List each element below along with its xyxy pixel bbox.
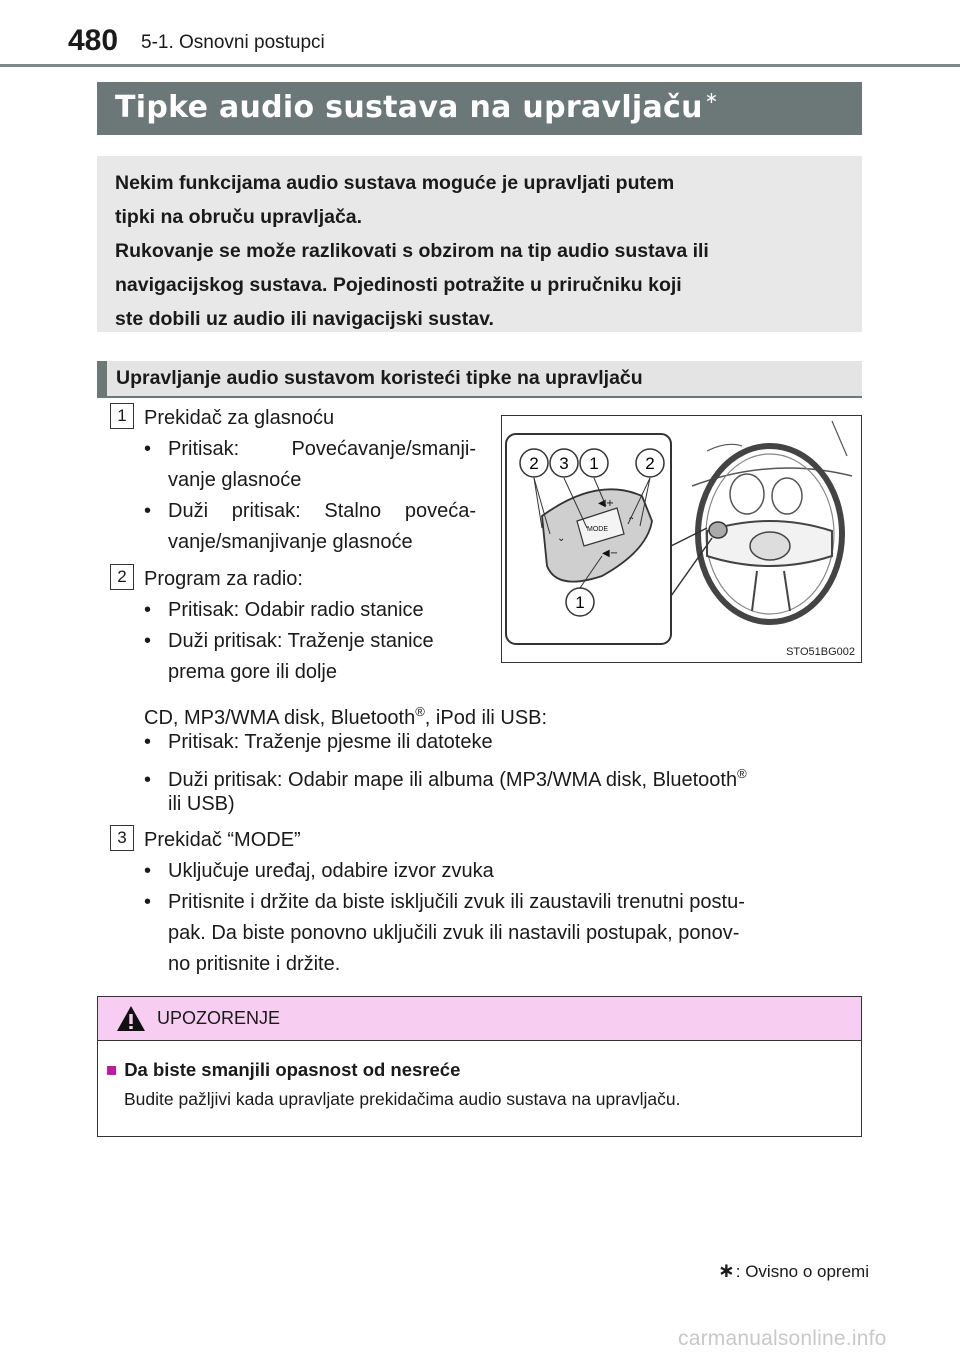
item-2-bullet-2: • Duži pritisak: Traženje stanice — [144, 630, 434, 652]
item-text: Uključuje uređaj, odabire izvor zvuka — [168, 860, 494, 882]
item-text: Povećavanje/smanji- — [291, 438, 476, 460]
item-text: Duži pritisak: Traženje stanice — [168, 630, 434, 652]
item-2-bullet-1: • Pritisak: Odabir radio stanice — [144, 599, 424, 621]
page-title — [97, 82, 862, 135]
footnote — [718, 1258, 869, 1283]
steering-wheel-figure — [501, 415, 862, 663]
item-3-bullet-2-cont: pak. Da biste ponovno uključili zvuk ili nastavili postupak, ponov- — [168, 922, 740, 944]
intro-line-5: ste dobili uz audio ili navigacijski sustav. — [115, 308, 494, 330]
item-text: , iPod ili USB: — [424, 707, 548, 729]
item-3-bullet-2-cont2: no pritisnite i držite. — [168, 953, 341, 975]
item-text: Duži pritisak: Odabir mape ili albuma (MP3/WMA disk, Bluetooth — [168, 769, 738, 791]
callout-label-2b — [636, 449, 664, 477]
item-number-2: 2 — [110, 564, 134, 590]
warning-box — [97, 996, 862, 1137]
item-text: poveća- — [404, 500, 476, 522]
item-text: Stalno — [324, 500, 382, 522]
warning-title: UPOZORENJE — [157, 1008, 281, 1028]
warning-subtitle — [106, 1059, 460, 1081]
svg-text:1: 1 — [589, 454, 599, 473]
svg-text:1: 1 — [575, 593, 585, 612]
item-2-bullet-4-cont: ili USB) — [168, 793, 235, 815]
item-text: Duži — [168, 500, 209, 522]
svg-text:⌄: ⌄ — [557, 533, 566, 544]
item-text: Pritisak: — [168, 438, 240, 460]
intro-line-3 — [115, 234, 844, 268]
item-text: CD, MP3/WMA disk, Bluetooth — [144, 707, 416, 729]
item-2-bullet-3: • Pritisak: Traženje pjesme ili datoteke — [144, 731, 493, 753]
intro-text: Rukovanje se može razlikovati s obzirom na tip audio sustava ili — [115, 240, 709, 262]
item-1-bullet-1-cont: vanje glasnoće — [168, 469, 302, 491]
item-1-bullet-2-cont: vanje/smanjivanje glasnoće — [168, 531, 413, 553]
item-3-title: Prekidač “MODE” — [144, 829, 301, 851]
item-1-bullet-2: • Duži pritisak: Stalno poveća- — [144, 496, 476, 527]
item-1-title: Prekidač za glasnoću — [144, 407, 335, 429]
warning-body: Budite pažljivi kada upravljate prekidačima audio sustava na upravljaču. — [124, 1089, 681, 1109]
item-text: Pritisak: Traženje pjesme ili datoteke — [168, 731, 493, 753]
svg-text:◀−: ◀− — [602, 548, 619, 559]
asterisk-icon: ∗ — [718, 1260, 735, 1282]
item-3-bullet-2: • Pritisnite i držite da biste isključili zvuk ili zaustavili trenutni postu- — [144, 891, 745, 913]
page-title-text: Tipke audio sustava na upravljaču — [115, 90, 703, 125]
header-rule — [0, 64, 960, 67]
item-text: Pritisak: Odabir radio stanice — [168, 599, 424, 621]
mode-button-label: MODE — [587, 526, 608, 533]
footnote-text: : Ovisno o opremi — [735, 1262, 869, 1281]
svg-text:2: 2 — [529, 454, 539, 473]
svg-text:◀+: ◀+ — [598, 498, 615, 509]
section-subheading: Upravljanje audio sustavom koristeći tipke na upravljaču — [97, 361, 862, 398]
item-number-3: 3 — [110, 825, 134, 851]
callout-label-2a — [520, 449, 548, 477]
square-bullet-icon: ■ — [106, 1059, 118, 1080]
intro-line-4 — [115, 268, 844, 302]
figure-code: STO51BG002 — [786, 646, 855, 658]
item-text: pritisak: — [231, 500, 301, 522]
optional-marker: ∗ — [704, 88, 719, 107]
intro-line-2: tipki na obruču upravljača. — [115, 206, 363, 228]
intro-box — [97, 156, 862, 332]
intro-text: Nekim funkcijama audio sustava moguće je upravljati putem — [115, 172, 675, 194]
item-number-1: 1 — [110, 403, 134, 429]
item-2-bullet-2-cont: prema gore ili dolje — [168, 661, 337, 683]
svg-text:3: 3 — [559, 454, 569, 473]
callout-label-1b — [566, 588, 594, 616]
warning-header — [98, 997, 861, 1041]
intro-text: navigacijskog sustava. Pojedinosti potražite u priručniku koji — [115, 274, 682, 296]
registered-mark: ® — [415, 704, 425, 719]
item-3-bullet-1: • Uključuje uređaj, odabire izvor zvuka — [144, 860, 494, 882]
callout-label-3 — [550, 449, 578, 477]
watermark: carmanualsonline.info — [678, 1327, 887, 1350]
warning-subtitle-text: Da biste smanjili opasnost od nesreće — [124, 1059, 461, 1080]
section-label: 5-1. Osnovni postupci — [141, 32, 325, 53]
item-2-title: Program za radio: — [144, 568, 303, 590]
item-text: Pritisnite i držite da biste isključili zvuk ili zaustavili trenutni postu- — [168, 891, 745, 913]
registered-mark: ® — [737, 766, 747, 781]
svg-text:⌃: ⌃ — [627, 516, 636, 527]
callout-label-1a — [580, 449, 608, 477]
item-1-bullet-1: • Pritisak: Povećavanje/smanji- — [144, 434, 476, 465]
warning-icon — [116, 1005, 146, 1032]
intro-line-1 — [115, 166, 844, 200]
page-number: 480 — [68, 24, 119, 57]
svg-text:2: 2 — [645, 454, 655, 473]
steering-wheel-illustration — [502, 416, 860, 661]
item-2-bullet-4: • Duži pritisak: Odabir mape ili albuma (MP3/WMA disk, Bluetooth® — [144, 766, 747, 791]
